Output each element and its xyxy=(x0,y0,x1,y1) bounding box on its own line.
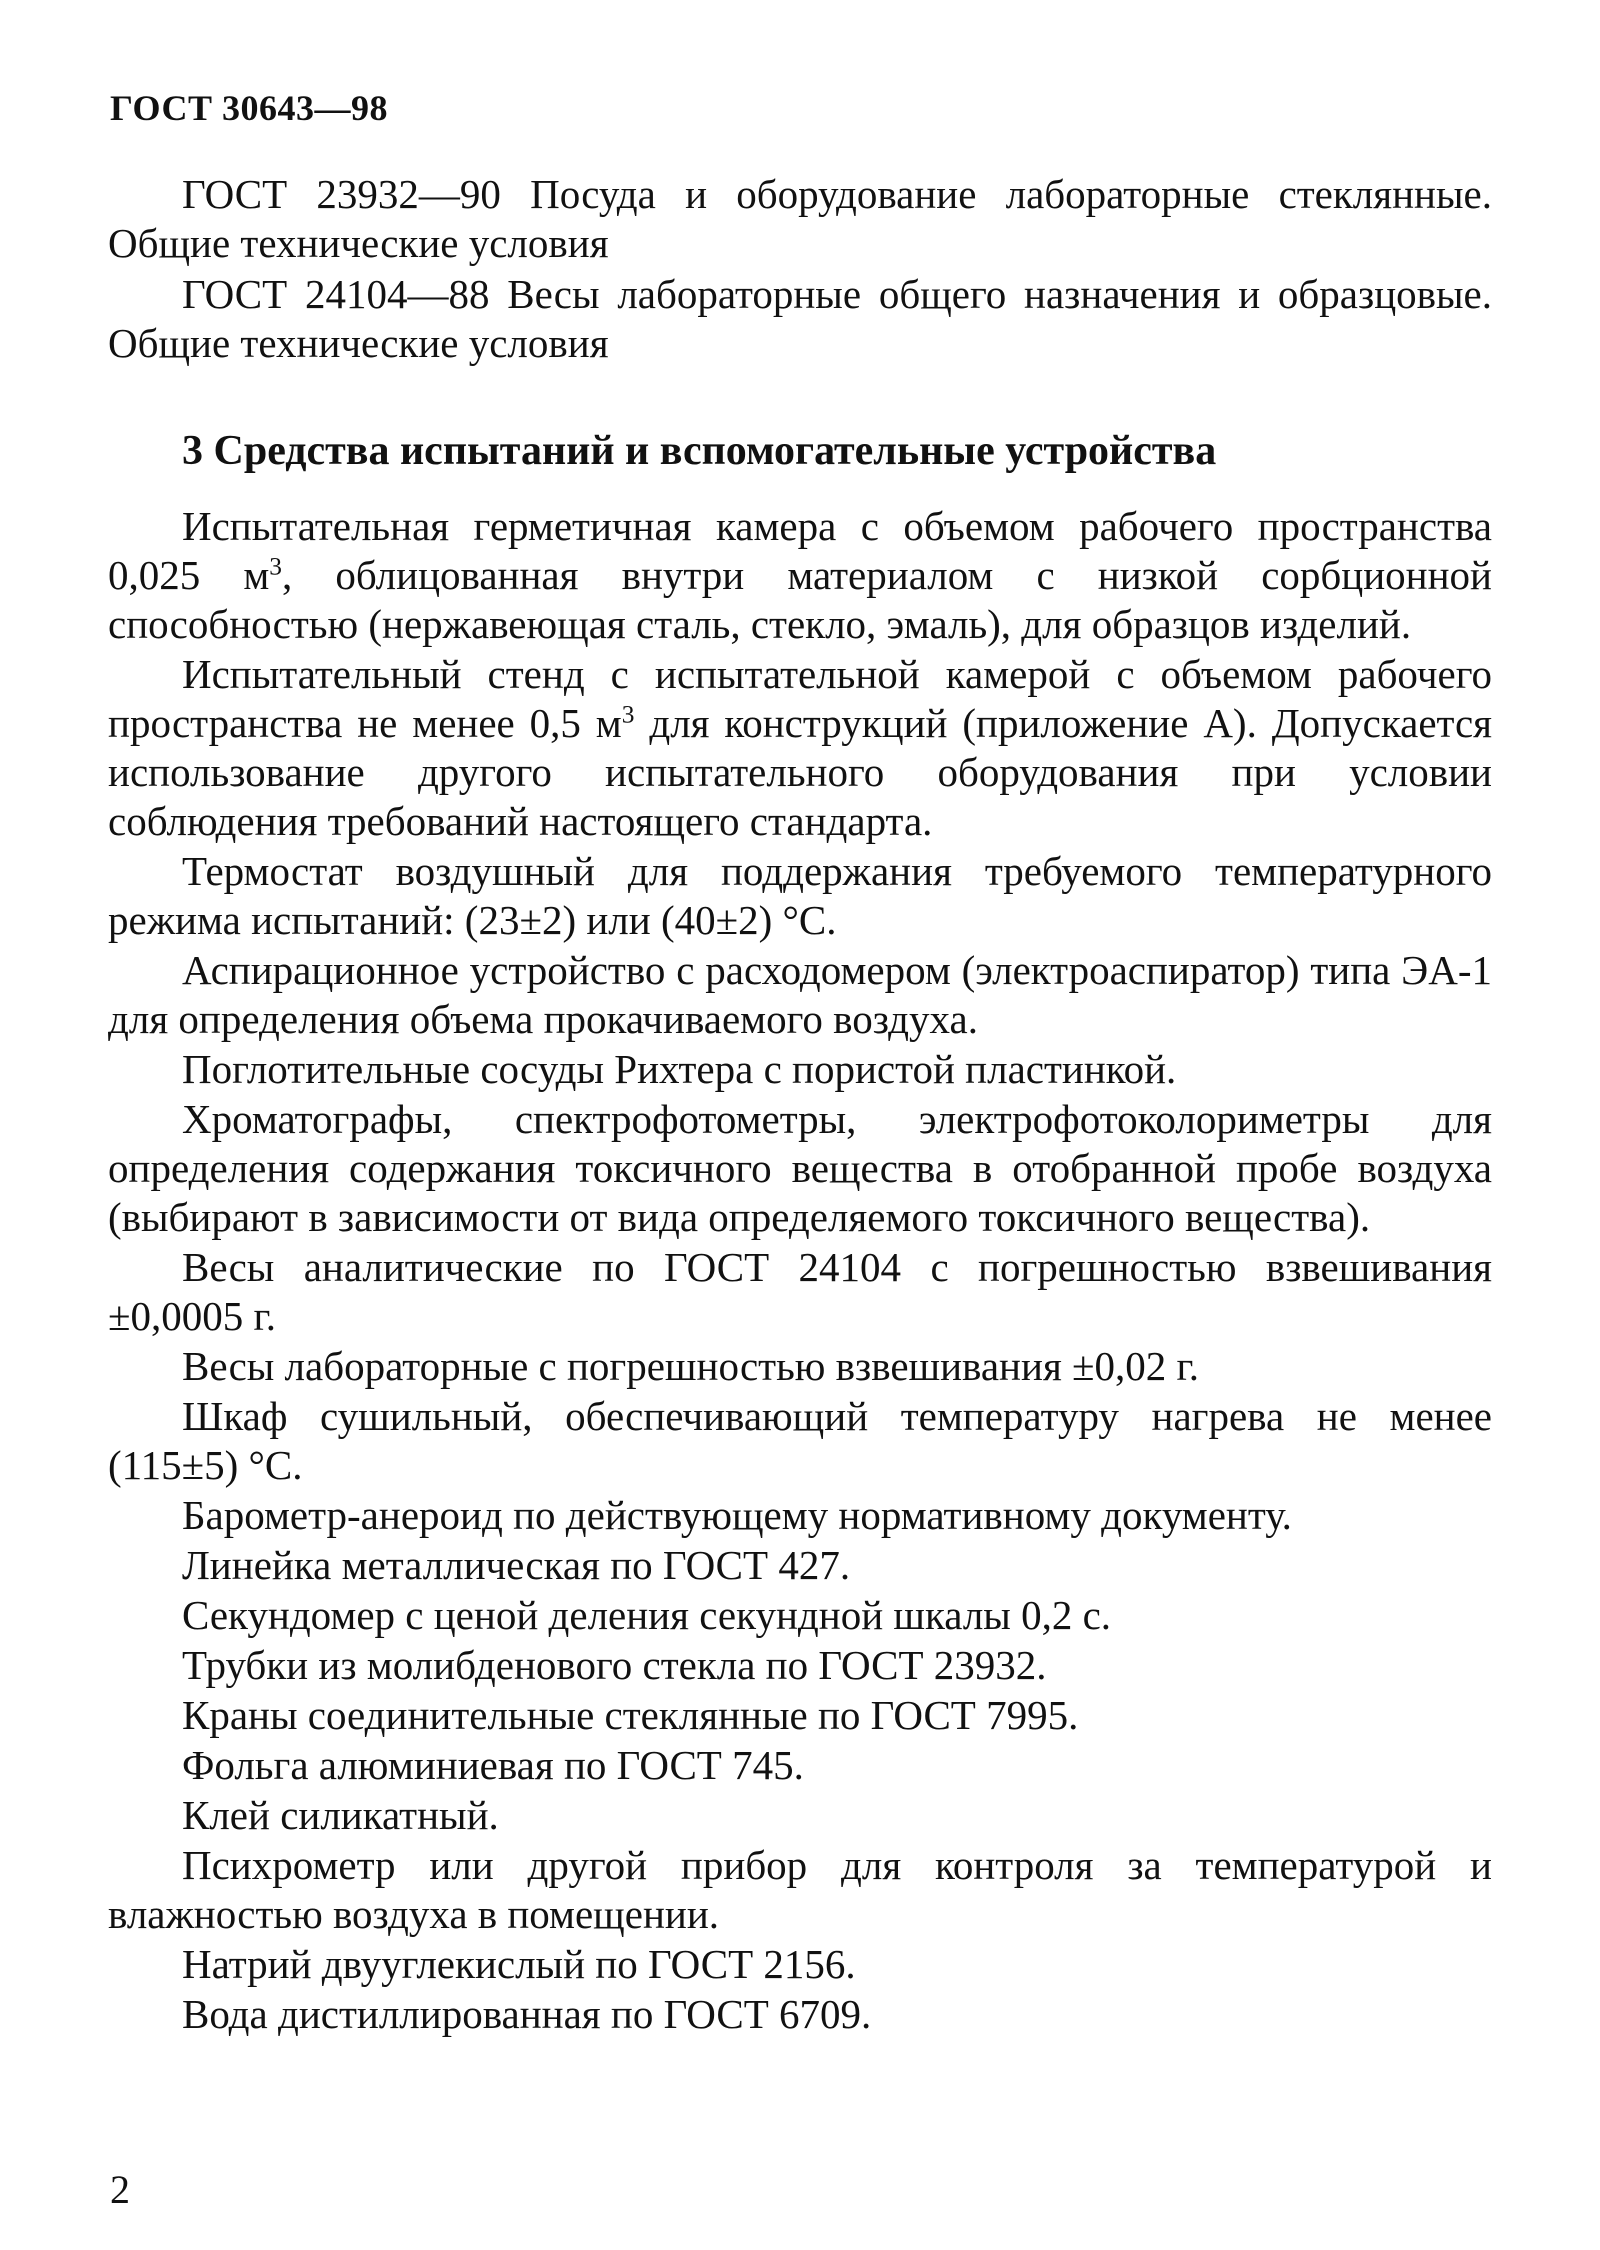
equipment-item: Фольга алюминиевая по ГОСТ 745. xyxy=(182,1742,804,1788)
equipment-item xyxy=(108,502,1492,649)
equipment-item-tail: , облицованная внутри материалом с низкой сорбционной способностью (нержавеющая сталь, стекло, эмаль), для образцов изделий. xyxy=(108,552,1492,647)
page-content xyxy=(108,170,1492,2040)
equipment-item: Натрий двууглекислый по ГОСТ 2156. xyxy=(182,1941,856,1987)
reference-list xyxy=(108,170,1492,368)
document-code: ГОСТ 30643—98 xyxy=(110,88,388,128)
equipment-item-tail: для конструкций (приложение А). Допускается использование другого испытательного оборудования при условии соблюдения требований настоящего стандарта. xyxy=(108,700,1492,844)
equipment-item: Вода дистиллированная по ГОСТ 6709. xyxy=(182,1991,872,2037)
equipment-item: Поглотительные сосуды Рихтера с пористой пластинкой. xyxy=(182,1046,1177,1092)
equipment-list xyxy=(108,502,1492,2039)
equipment-item-text: Испытательный стенд с испытательной камерой с объемом рабочего пространства не менее 0,5 м xyxy=(108,651,1492,746)
equipment-item: Психрометр или другой прибор для контроля за температурой и влажностью воздуха в помещении. xyxy=(108,1842,1492,1937)
superscript: 3 xyxy=(621,700,635,729)
equipment-item: Аспирационное устройство с расходомером (электроаспиратор) типа ЭА-1 для определения объема прокачиваемого воздуха. xyxy=(108,947,1492,1042)
section-heading: 3 Средства испытаний и вспомогательные устройства xyxy=(182,428,1217,474)
equipment-item: Краны соединительные стеклянные по ГОСТ 7995. xyxy=(182,1692,1079,1738)
reference-item: ГОСТ 23932—90 Посуда и оборудование лабораторные стеклянные. Общие технические условия xyxy=(108,171,1492,266)
equipment-item: Барометр-анероид по действующему нормативному документу. xyxy=(182,1492,1292,1538)
equipment-item: Секундомер с ценой деления секундной шкалы 0,2 с. xyxy=(182,1592,1112,1638)
superscript: 3 xyxy=(269,552,282,581)
equipment-item: Шкаф сушильный, обеспечивающий температуру нагрева не менее (115±5) °С. xyxy=(108,1393,1492,1488)
equipment-item-text: Испытательная герметичная камера с объемом рабочего пространства 0,025 м xyxy=(108,503,1492,598)
reference-item: ГОСТ 24104—88 Весы лабораторные общего назначения и образцовые. Общие технические условия xyxy=(108,271,1492,366)
equipment-item xyxy=(108,650,1492,846)
equipment-item: Клей силикатный. xyxy=(182,1792,499,1838)
equipment-item: Весы лабораторные с погрешностью взвешивания ±0,02 г. xyxy=(182,1343,1199,1389)
equipment-item: Термостат воздушный для поддержания требуемого температурного режима испытаний: (23±2) или (40±2) °С. xyxy=(108,848,1492,943)
page-number: 2 xyxy=(110,2167,130,2212)
equipment-item: Линейка металлическая по ГОСТ 427. xyxy=(182,1542,851,1588)
equipment-item: Трубки из молибденового стекла по ГОСТ 23932. xyxy=(182,1642,1047,1688)
equipment-item: Весы аналитические по ГОСТ 24104 с погрешностью взвешивания ±0,0005 г. xyxy=(108,1244,1492,1339)
equipment-item: Хроматографы, спектрофотометры, электрофотоколориметры для определения содержания токсичного вещества в отобранной пробе воздуха (выбирают в зависимости от вида определяемого токсичного вещества). xyxy=(108,1096,1492,1240)
